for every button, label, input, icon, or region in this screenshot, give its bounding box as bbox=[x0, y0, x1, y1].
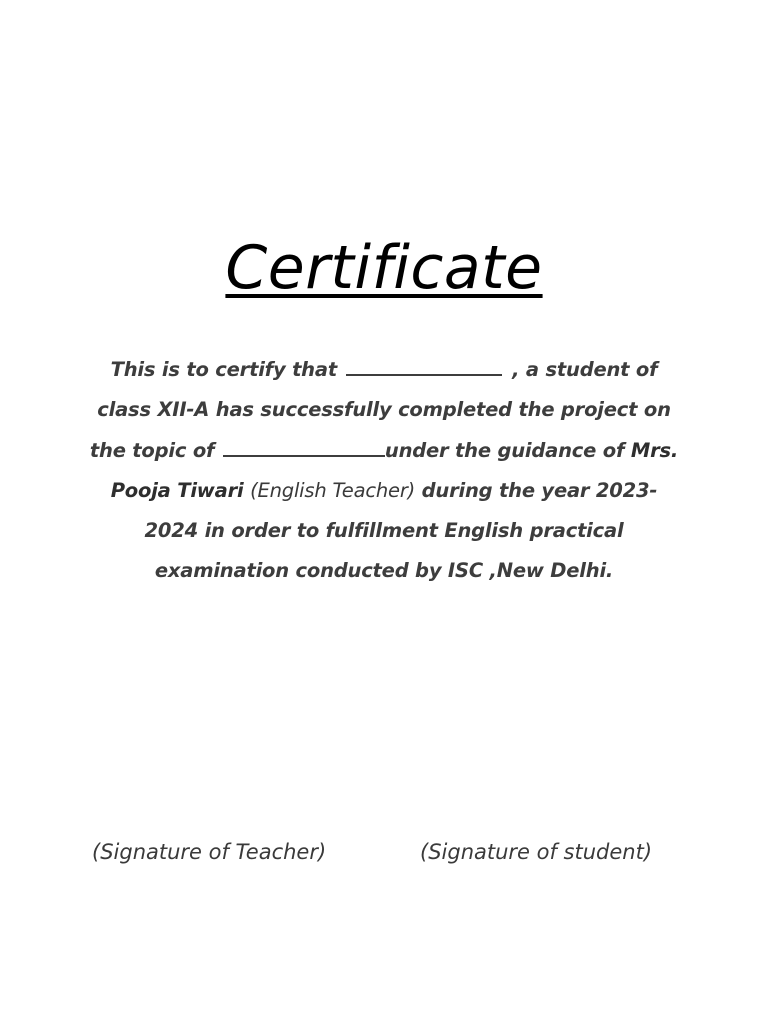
certificate-body bbox=[88, 350, 680, 592]
teacher-name: Mrs. Pooja Tiwari bbox=[110, 438, 679, 502]
body-text-part3: under the guidance of bbox=[384, 438, 625, 462]
certificate-title-text: Certificate bbox=[225, 233, 543, 303]
teacher-signature-label: (Signature of Teacher) bbox=[92, 840, 327, 864]
body-text-part4: during the year 2023-2024 in order to fulfillment English practical examination conducted by ISC ,New Delhi. bbox=[144, 478, 658, 583]
student-name-blank bbox=[346, 352, 502, 376]
teacher-role: (English Teacher) bbox=[250, 478, 416, 502]
body-text-part2: , a student of class XII-A has successfully completed the project on the topic of bbox=[89, 358, 671, 462]
student-signature-label: (Signature of student) bbox=[420, 840, 653, 864]
body-text-part1: This is to certify that bbox=[110, 358, 337, 381]
project-topic-blank bbox=[223, 433, 385, 457]
certificate-title bbox=[0, 228, 768, 308]
